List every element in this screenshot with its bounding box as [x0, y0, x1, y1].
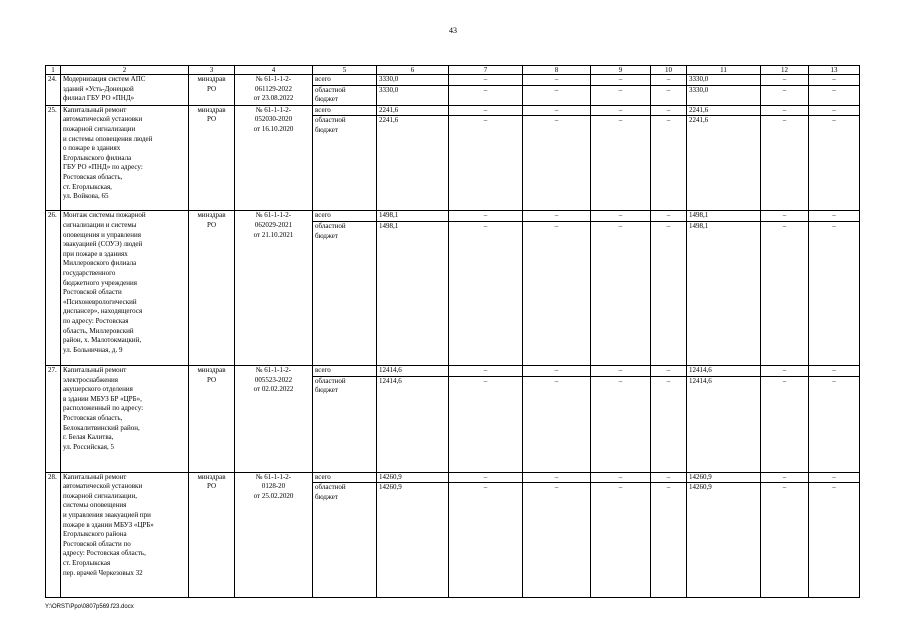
source-budget-cell	[313, 221, 377, 365]
dash-cell: –	[449, 116, 523, 211]
value-year-budget-cell: 14260,9	[687, 483, 761, 598]
dash-cell: –	[761, 376, 809, 472]
value-year-cell: 14260,9	[687, 472, 761, 483]
dash-cell: –	[449, 105, 523, 116]
document-cell	[235, 75, 313, 106]
header-cell: 3	[189, 66, 235, 75]
value-total-cell: 1498,1	[377, 211, 449, 222]
table-row	[46, 365, 860, 376]
name-line: Миллеровского филиала	[63, 259, 137, 268]
doc-line: от 21.10.2021	[253, 230, 294, 239]
header-cell: 10	[651, 66, 687, 75]
name-line: Ростовской области по	[63, 539, 131, 548]
dash-cell: –	[761, 221, 809, 365]
dash-cell: –	[651, 472, 687, 483]
name-line: о пожаре в зданиях	[63, 144, 121, 153]
name-line: Капитальный ремонт	[63, 365, 127, 374]
dash-cell: –	[591, 376, 651, 472]
dash-cell: –	[761, 483, 809, 598]
dash-cell: –	[523, 85, 591, 105]
ministry-cell	[189, 365, 235, 472]
name-line: Ростовская область,	[63, 172, 123, 181]
ministry-line: минздрав	[197, 105, 226, 114]
header-cell: 6	[377, 66, 449, 75]
dash-cell: –	[809, 105, 860, 116]
doc-line: от 16.10.2020	[253, 124, 294, 133]
object-name-cell	[61, 211, 189, 366]
source2-line: областной	[315, 85, 346, 94]
ministry-line: РО	[206, 375, 217, 384]
source-budget-cell	[313, 85, 377, 105]
source2-line: областной	[315, 376, 346, 385]
row-number-cell: 27.	[46, 365, 61, 472]
source2-line: областной	[315, 116, 346, 125]
header-cell: 4	[235, 66, 313, 75]
dash-cell: –	[651, 365, 687, 376]
dash-cell: –	[449, 211, 523, 222]
page-number: 43	[449, 26, 457, 35]
doc-line: № 61-1-1-2-	[255, 105, 292, 114]
name-line: Ростовской области	[63, 288, 122, 297]
name-line: «Психоневрологический	[63, 297, 137, 306]
dash-cell: –	[449, 472, 523, 483]
dash-cell: –	[761, 472, 809, 483]
dash-cell: –	[809, 365, 860, 376]
name-line: Егорлыкского района	[63, 530, 127, 539]
ministry-cell	[189, 472, 235, 598]
value-budget-cell: 14260,9	[377, 483, 449, 598]
ministry-line: минздрав	[197, 75, 226, 83]
name-line: пер. врачей Черкезовых 32	[63, 568, 143, 577]
dash-cell: –	[523, 211, 591, 222]
dash-cell: –	[523, 483, 591, 598]
name-line: оповещения и управления	[63, 230, 141, 239]
name-line: пожарной сигнализации,	[63, 491, 137, 500]
document-cell	[235, 472, 313, 598]
object-name-cell	[61, 472, 189, 598]
value-total-cell: 2241,6	[377, 105, 449, 116]
name-line: ст. Егорлыкская	[63, 558, 111, 567]
doc-line: 062029-2021	[254, 220, 293, 229]
dash-cell: –	[809, 116, 860, 211]
name-line: по адресу: Ростовская	[63, 316, 129, 325]
doc-line: 005523-2022	[254, 375, 293, 384]
source-budget-cell	[313, 116, 377, 211]
dash-cell: –	[523, 105, 591, 116]
name-line: зданий «Усть-Донецкой	[63, 84, 134, 93]
name-line: ГБУ РО «ПНД» по адресу:	[63, 163, 143, 172]
source2-line: областной	[315, 221, 346, 230]
value-year-budget-cell: 2241,6	[687, 116, 761, 211]
source2-line: областной	[315, 483, 346, 492]
name-line: диспансер», находящегося	[63, 307, 143, 316]
doc-line: № 61-1-1-2-	[255, 365, 292, 374]
document-cell	[235, 365, 313, 472]
value-year-cell: 1498,1	[687, 211, 761, 222]
dash-cell: –	[591, 211, 651, 222]
header-cell: 7	[449, 66, 523, 75]
value-year-cell: 12414,6	[687, 365, 761, 376]
name-line: Монтаж системы пожарной	[63, 211, 146, 220]
name-line: ул. Больничная, д. 9	[63, 345, 123, 354]
source2-line: бюджет	[315, 231, 338, 240]
name-line: ст. Егорлыкская,	[63, 182, 112, 191]
name-line: автоматической установки	[63, 482, 143, 491]
ministry-line: РО	[206, 220, 217, 229]
doc-line: от 02.02.2022	[253, 385, 294, 394]
name-line: в здании МБУЗ БР «ЦРБ»,	[63, 394, 142, 403]
file-path-footer: Y:\ORST\Ppo\0807p569.f23.docx	[45, 604, 134, 610]
dash-cell: –	[651, 85, 687, 105]
name-line: системы оповещения	[63, 501, 127, 510]
name-line: ул. Российская, 5	[63, 442, 115, 451]
name-line: г. Белая Калитва,	[63, 433, 114, 442]
dash-cell: –	[809, 211, 860, 222]
dash-cell: –	[449, 75, 523, 86]
ministry-line: РО	[206, 84, 217, 93]
ministry-line: РО	[206, 482, 217, 491]
ministry-line: РО	[206, 115, 217, 124]
source2-line: бюджет	[315, 386, 338, 395]
doc-line: от 23.08.2022	[253, 94, 294, 103]
name-line: филиал ГБУ РО «ПНД»	[63, 94, 135, 103]
dash-cell: –	[761, 116, 809, 211]
object-name-cell	[61, 365, 189, 472]
dash-cell: –	[761, 105, 809, 116]
row-number-cell: 24.	[46, 75, 61, 106]
name-line: ул. Войкова, 65	[63, 192, 109, 201]
dash-cell: –	[809, 483, 860, 598]
header-cell: 8	[523, 66, 591, 75]
source2-line: бюджет	[315, 492, 338, 501]
doc-line: № 61-1-1-2-	[255, 75, 292, 83]
dash-cell: –	[809, 376, 860, 472]
name-line: при пожаре в зданиях	[63, 249, 128, 258]
name-line: акушерского отделения	[63, 385, 133, 394]
dash-cell: –	[809, 221, 860, 365]
ministry-cell	[189, 75, 235, 106]
dash-cell: –	[523, 221, 591, 365]
name-line: и системы оповещения людей	[63, 134, 153, 143]
name-line: автоматической установки	[63, 115, 143, 124]
source-budget-cell	[313, 376, 377, 472]
dash-cell: –	[761, 365, 809, 376]
value-year-budget-cell: 3330,0	[687, 85, 761, 105]
source-budget-cell	[313, 483, 377, 598]
header-cell: 2	[61, 66, 189, 75]
header-cell: 1	[46, 66, 61, 75]
value-year-cell: 3330,0	[687, 75, 761, 86]
name-line: пожаре в здании МБУЗ «ЦРБ»	[63, 520, 154, 529]
dash-cell: –	[523, 472, 591, 483]
doc-line: от 25.02.2020	[253, 491, 294, 500]
dash-cell: –	[591, 105, 651, 116]
value-year-budget-cell: 12414,6	[687, 376, 761, 472]
value-budget-cell: 12414,6	[377, 376, 449, 472]
name-line: сигнализации и системы	[63, 220, 137, 229]
name-line: Модернизация систем АПС	[63, 75, 146, 83]
dash-cell: –	[449, 85, 523, 105]
dash-cell: –	[449, 365, 523, 376]
dash-cell: –	[809, 85, 860, 105]
name-line: пожарной сигнализации	[63, 124, 136, 133]
ministry-cell	[189, 105, 235, 211]
dash-cell: –	[761, 211, 809, 222]
header-cell: 9	[591, 66, 651, 75]
row-number-cell: 28.	[46, 472, 61, 598]
header-cell: 5	[313, 66, 377, 75]
dash-cell: –	[651, 75, 687, 86]
dash-cell: –	[651, 211, 687, 222]
document-cell	[235, 105, 313, 211]
name-line: и управления эвакуацией при	[63, 510, 151, 519]
dash-cell: –	[591, 365, 651, 376]
dash-cell: –	[449, 483, 523, 598]
table-row	[46, 75, 860, 86]
name-line: Капитальный ремонт	[63, 105, 127, 114]
table-row	[46, 105, 860, 116]
dash-cell: –	[651, 376, 687, 472]
dash-cell: –	[449, 376, 523, 472]
doc-line: № 61-1-1-2-	[255, 211, 292, 220]
value-budget-cell: 3330,0	[377, 85, 449, 105]
dash-cell: –	[591, 472, 651, 483]
dash-cell: –	[761, 85, 809, 105]
doc-line: 052030-2020	[254, 115, 293, 124]
dash-cell: –	[651, 105, 687, 116]
name-line: Егорлыкского филиала	[63, 153, 132, 162]
object-name-cell	[61, 105, 189, 211]
name-line: электроснабжения	[63, 375, 119, 384]
value-total-cell: 14260,9	[377, 472, 449, 483]
header-cell: 13	[809, 66, 860, 75]
document-cell	[235, 211, 313, 366]
name-line: бюджетного учреждения	[63, 278, 137, 287]
header-row	[46, 66, 860, 75]
source-total-cell: всего	[313, 211, 377, 222]
name-line: расположенный по адресу:	[63, 404, 144, 413]
name-line: государственного	[63, 268, 116, 277]
value-total-cell: 3330,0	[377, 75, 449, 86]
name-line: эвакуацией (СОУЭ) людей	[63, 240, 143, 249]
source2-line: бюджет	[315, 95, 338, 104]
ministry-cell	[189, 211, 235, 366]
dash-cell: –	[651, 221, 687, 365]
dash-cell: –	[591, 85, 651, 105]
value-budget-cell: 1498,1	[377, 221, 449, 365]
name-line: район, х. Малотокмацкий,	[63, 336, 142, 345]
dash-cell: –	[523, 75, 591, 86]
row-number-cell: 25.	[46, 105, 61, 211]
doc-line: № 61-1-1-2-	[255, 472, 292, 481]
doc-line: 0128-20	[261, 482, 286, 491]
header-cell: 11	[687, 66, 761, 75]
table-row	[46, 472, 860, 483]
dash-cell: –	[761, 75, 809, 86]
source2-line: бюджет	[315, 125, 338, 134]
ministry-line: минздрав	[197, 365, 226, 374]
table-row	[46, 211, 860, 222]
name-line: адресу: Ростовская область,	[63, 549, 146, 558]
program-table	[45, 65, 860, 598]
value-year-budget-cell: 1498,1	[687, 221, 761, 365]
value-year-cell: 2241,6	[687, 105, 761, 116]
dash-cell: –	[809, 75, 860, 86]
name-line: область, Миллеровский	[63, 326, 134, 335]
source-total-cell: всего	[313, 472, 377, 483]
header-cell: 12	[761, 66, 809, 75]
ministry-line: минздрав	[197, 472, 226, 481]
dash-cell: –	[651, 116, 687, 211]
doc-line: 061129-2022	[254, 84, 293, 93]
dash-cell: –	[523, 376, 591, 472]
dash-cell: –	[591, 221, 651, 365]
source-total-cell: всего	[313, 365, 377, 376]
dash-cell: –	[523, 365, 591, 376]
source-total-cell: всего	[313, 105, 377, 116]
dash-cell: –	[523, 116, 591, 211]
source-total-cell: всего	[313, 75, 377, 86]
name-line: Белокалитвинский район,	[63, 423, 140, 432]
value-total-cell: 12414,6	[377, 365, 449, 376]
object-name-cell	[61, 75, 189, 106]
name-line: Капитальный ремонт	[63, 472, 127, 481]
dash-cell: –	[651, 483, 687, 598]
dash-cell: –	[591, 75, 651, 86]
dash-cell: –	[591, 483, 651, 598]
value-budget-cell: 2241,6	[377, 116, 449, 211]
ministry-line: минздрав	[197, 211, 226, 220]
dash-cell: –	[809, 472, 860, 483]
dash-cell: –	[591, 116, 651, 211]
row-number-cell: 26.	[46, 211, 61, 366]
dash-cell: –	[449, 221, 523, 365]
name-line: Ростовская область,	[63, 413, 123, 422]
